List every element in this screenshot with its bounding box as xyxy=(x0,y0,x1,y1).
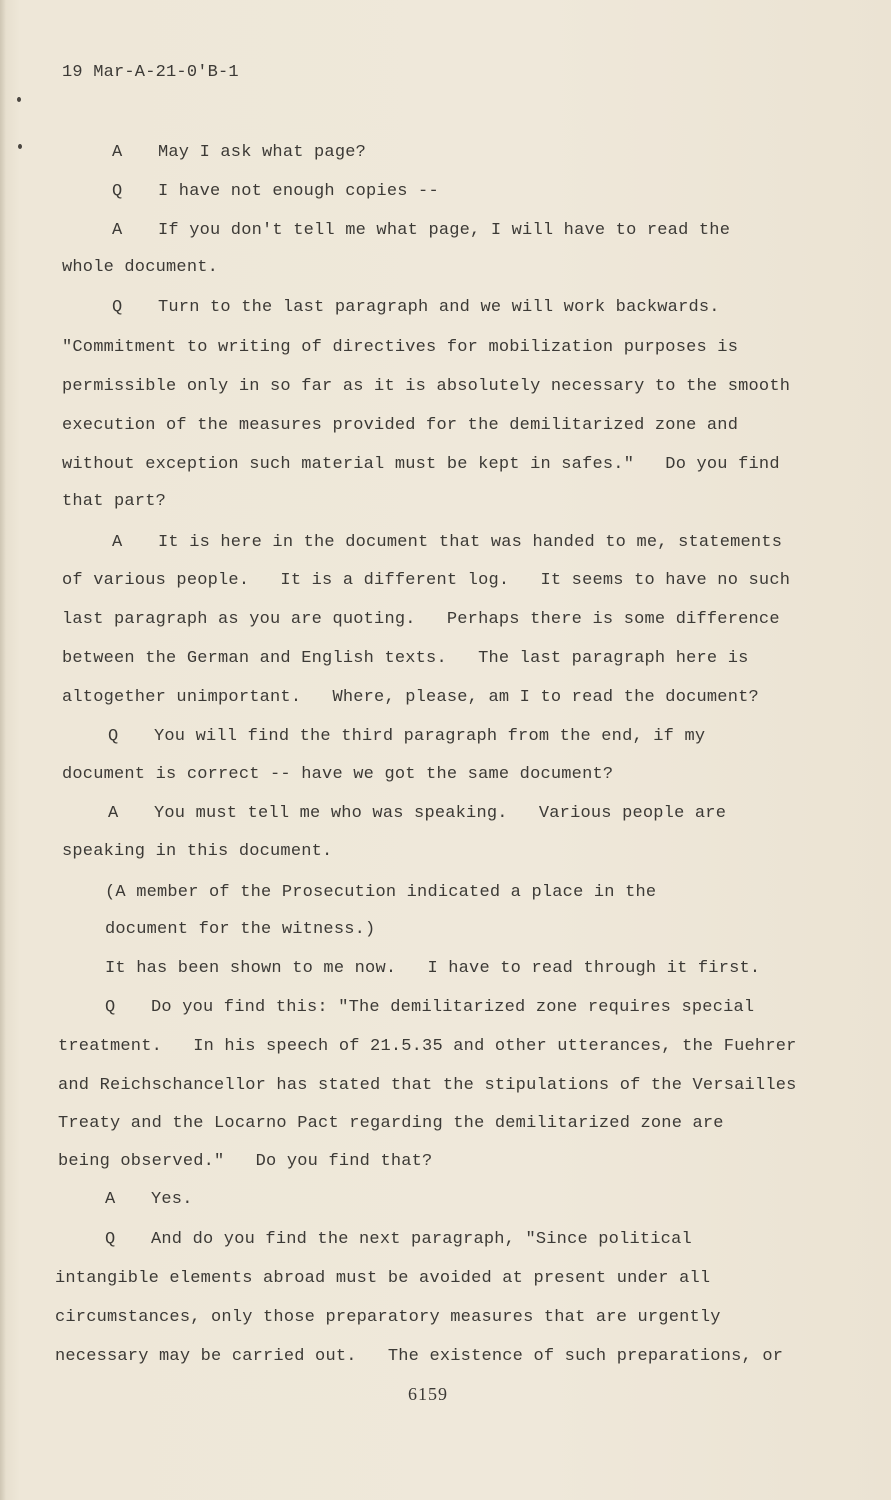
line-text: of various people. It is a different log. It seems to have no such xyxy=(62,571,791,590)
transcript-line xyxy=(62,337,738,359)
transcript-line xyxy=(112,142,366,164)
line-text: document is correct -- have we got the same document? xyxy=(62,765,614,784)
line-text: treatment. In his speech of 21.5.35 and other utterances, the Fuehrer xyxy=(58,1037,797,1056)
speaker-label: Q xyxy=(105,998,116,1017)
transcript-line xyxy=(62,648,749,670)
document-reference: 19 Mar-A-21-0'B-1 xyxy=(62,63,239,82)
line-text: being observed." Do you find that? xyxy=(58,1152,433,1171)
page-number: 6159 xyxy=(408,1384,448,1404)
punch-hole-mark xyxy=(17,97,21,102)
line-text: Turn to the last paragraph and we will work backwards. xyxy=(158,298,720,317)
transcript-line xyxy=(105,1229,692,1251)
transcript-line xyxy=(105,882,656,904)
transcript-line xyxy=(108,726,705,748)
line-text: (A member of the Prosecution indicated a place in the xyxy=(105,883,657,902)
transcript-line xyxy=(55,1268,710,1290)
transcript-line xyxy=(62,415,738,437)
line-text: between the German and English texts. The last paragraph here is xyxy=(62,649,749,668)
speaker-label: Q xyxy=(108,727,119,746)
line-text: permissible only in so far as it is absolutely necessary to the smooth xyxy=(62,377,791,396)
transcript-line xyxy=(55,1346,783,1368)
transcript-line xyxy=(58,1151,432,1173)
transcript-line xyxy=(105,1189,193,1211)
line-text: execution of the measures provided for the demilitarized zone and xyxy=(62,416,739,435)
line-text: May I ask what page? xyxy=(158,143,367,162)
transcript-line xyxy=(55,1307,721,1329)
transcript-line xyxy=(112,220,730,242)
speaker-label: A xyxy=(105,1190,116,1209)
transcript-line xyxy=(112,181,439,203)
transcript-line xyxy=(62,376,790,398)
line-text: And do you find the next paragraph, "Since political xyxy=(151,1230,692,1249)
line-text: intangible elements abroad must be avoided at present under all xyxy=(55,1269,711,1288)
line-text: It has been shown to me now. I have to read through it first. xyxy=(105,959,761,978)
transcript-line xyxy=(62,687,759,709)
transcript-line xyxy=(62,609,780,631)
line-text: Do you find this: "The demilitarized zone requires special xyxy=(151,998,755,1017)
transcript-line xyxy=(58,1113,724,1135)
speaker-label: Q xyxy=(105,1230,116,1249)
transcript-line xyxy=(62,570,790,592)
line-text: and Reichschancellor has stated that the stipulations of the Versailles xyxy=(58,1076,797,1095)
transcript-line xyxy=(108,803,726,825)
line-text: necessary may be carried out. The existence of such preparations, or xyxy=(55,1347,784,1366)
transcript-line xyxy=(105,958,760,980)
transcript-line xyxy=(58,1075,797,1097)
transcript-line xyxy=(62,454,780,476)
transcript-line xyxy=(112,297,720,319)
line-text: I have not enough copies -- xyxy=(158,182,439,201)
speaker-label: A xyxy=(108,804,119,823)
speaker-label: A xyxy=(112,533,123,552)
line-text: circumstances, only those preparatory measures that are urgently xyxy=(55,1308,721,1327)
line-text: If you don't tell me what page, I will have to read the xyxy=(158,221,731,240)
line-text: Treaty and the Locarno Pact regarding the demilitarized zone are xyxy=(58,1114,724,1133)
punch-hole-mark xyxy=(18,144,22,149)
line-text: "Commitment to writing of directives for mobilization purposes is xyxy=(62,338,739,357)
transcript-line xyxy=(62,764,613,786)
line-text: whole document. xyxy=(62,258,219,277)
page-edge-shadow xyxy=(0,0,6,1500)
transcript-line xyxy=(62,491,166,513)
transcript-line xyxy=(112,532,782,554)
line-text: Yes. xyxy=(151,1190,193,1209)
transcript-line xyxy=(105,919,375,941)
transcript-line xyxy=(62,257,218,279)
line-text: You will find the third paragraph from the end, if my xyxy=(154,727,706,746)
line-text: altogether unimportant. Where, please, am I to read the document? xyxy=(62,688,759,707)
speaker-label: A xyxy=(112,143,123,162)
speaker-label: Q xyxy=(112,182,123,201)
speaker-label: A xyxy=(112,221,123,240)
transcript-line xyxy=(105,997,754,1019)
line-text: without exception such material must be kept in safes." Do you find xyxy=(62,455,780,474)
line-text: document for the witness.) xyxy=(105,920,376,939)
line-text: It is here in the document that was handed to me, statements xyxy=(158,533,783,552)
transcript-line xyxy=(62,841,332,863)
line-text: You must tell me who was speaking. Various people are xyxy=(154,804,727,823)
line-text: last paragraph as you are quoting. Perhaps there is some difference xyxy=(62,610,780,629)
speaker-label: Q xyxy=(112,298,123,317)
transcript-line xyxy=(58,1036,797,1058)
line-text: speaking in this document. xyxy=(62,842,333,861)
line-text: that part? xyxy=(62,492,167,511)
